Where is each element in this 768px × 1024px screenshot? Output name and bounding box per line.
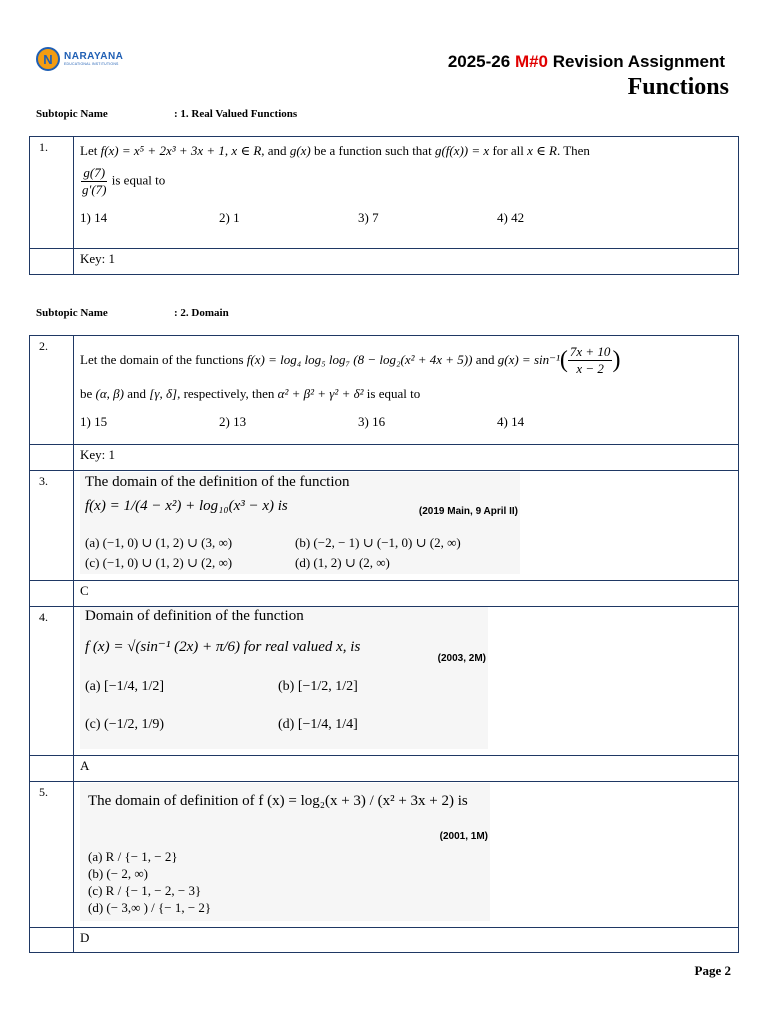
q1-fx: f(x) = x⁵ + 2x³ + 3x + 1, x ∈ R [100, 143, 262, 158]
q2-options [80, 414, 732, 430]
answer-key: Key: 1 [74, 249, 739, 275]
q4-tag: (2003, 2M) [437, 653, 486, 664]
subtopic-label: Subtopic Name [36, 108, 108, 120]
q5-option: (d) (− 3,∞ ) / {− 1, − 2} [88, 900, 212, 915]
page-number: Page 2 [694, 963, 731, 978]
q1-end: . Then [556, 143, 590, 158]
question-table-1 [29, 136, 739, 275]
question-body [74, 137, 739, 249]
q4-fx: f (x) = √(sin⁻¹ (2x) + π/6) for real valued x, is [85, 639, 361, 655]
option: 2) 13 [219, 414, 247, 429]
key-number-cell [30, 445, 74, 471]
q3-fx: f(x) = 1/(4 − x²) + log₁₀(x³ − x) is [85, 498, 288, 514]
assignment-code: M#0 [514, 52, 549, 71]
q2-gd: [γ, δ] [149, 386, 178, 401]
q1-frac-den: g′(7) [82, 182, 107, 197]
q5-line1: The domain of definition of f (x) = log₂(x + 3) / (x² + 3x + 2) is [88, 793, 468, 809]
q3-line1: The domain of the definition of the function [85, 474, 350, 490]
q1-options [80, 210, 732, 226]
key-number-cell [30, 249, 74, 275]
q2-expr: α² + β² + γ² + δ² [277, 386, 364, 401]
q5-option: (c) R / {− 1, − 2, − 3} [88, 883, 202, 898]
q2-frac-num: 7x + 10 [569, 343, 611, 359]
answer-key: A [74, 756, 739, 782]
q3-tag: (2019 Main, 9 April II) [418, 506, 518, 517]
question-number: 2. [30, 336, 74, 445]
q4-option: (b) [−1/2, 1/2] [278, 679, 358, 694]
q2-frac-den: x − 2 [576, 360, 604, 376]
q2-and2: and [127, 386, 147, 401]
q2-ab: (α, β) [95, 386, 124, 401]
q1-xr: x ∈ R [527, 143, 557, 158]
q2-line2c: is equal to [366, 386, 421, 401]
subject-title: Functions [627, 74, 729, 100]
q1-mid2: be a function such that [314, 143, 432, 158]
question-number: 5. [30, 782, 74, 928]
q3-option: (d) (1, 2) ∪ (2, ∞) [295, 555, 390, 570]
logo-icon: N [36, 47, 60, 71]
question-number: 1. [30, 137, 74, 249]
q3-option: (c) (−1, 0) ∪ (1, 2) ∪ (2, ∞) [85, 555, 233, 570]
answer-key: Key: 1 [74, 445, 739, 471]
question-number: 4. [30, 607, 74, 756]
q2-fx: f(x) = log₄ log₅ log₇ (8 − log₂(x² + 4x + 5)) [246, 352, 473, 367]
option: 1) 14 [80, 210, 108, 225]
q1-fraction [80, 165, 109, 198]
key-number-cell [30, 756, 74, 782]
q2-line2b: , respectively, then [177, 386, 275, 401]
assignment-title [448, 52, 725, 72]
q5-option: (b) (− 2, ∞) [88, 866, 148, 881]
q4-option: (a) [−1/4, 1/2] [85, 679, 165, 694]
q2-fraction [568, 344, 613, 377]
subtopic-heading-2 [36, 307, 229, 319]
q1-gx: g(x) [289, 143, 311, 158]
narayana-logo [36, 47, 123, 71]
q5-option: (a) R / {− 1, − 2} [88, 849, 178, 864]
option: 1) 15 [80, 414, 108, 429]
option: 4) 42 [497, 210, 525, 225]
q3-scanned-image [80, 472, 520, 574]
assignment-title-text: Revision Assignment [552, 52, 725, 71]
q4-scanned-image [80, 607, 488, 749]
subtopic-value: : 1. Real Valued Functions [174, 108, 298, 120]
q1-tail: is equal to [111, 172, 166, 188]
q4-line1: Domain of definition of the function [85, 608, 304, 624]
option: 3) 16 [358, 414, 386, 429]
question-number: 3. [30, 471, 74, 581]
q1-intro: Let [80, 143, 98, 158]
q5-scanned-image [80, 783, 490, 921]
logo-name: NARAYANA [64, 51, 124, 62]
subtopic-heading-1 [36, 108, 297, 120]
answer-key: D [74, 928, 739, 953]
q3-option: (a) (−1, 0) ∪ (1, 2) ∪ (3, ∞) [85, 535, 233, 550]
assignment-year: 2025-26 [447, 52, 511, 71]
key-number-cell [30, 928, 74, 953]
q2-line2a: be [80, 386, 93, 401]
subtopic-label: Subtopic Name [36, 307, 108, 319]
q4-option: (d) [−1/4, 1/4] [278, 717, 358, 732]
key-number-cell [30, 581, 74, 607]
q1-mid1: , and [261, 143, 287, 158]
logo-subtitle: EDUCATIONAL INSTITUTIONS [64, 62, 119, 66]
option: 4) 14 [497, 414, 525, 429]
q2-gx: g(x) = sin⁻¹ [497, 352, 560, 367]
subtopic-value: : 2. Domain [174, 307, 229, 319]
q4-option: (c) (−1/2, 1/9) [85, 717, 165, 732]
answer-key: C [74, 581, 739, 607]
q3-option: (b) (−2, − 1) ∪ (−1, 0) ∪ (2, ∞) [295, 535, 461, 550]
q1-mid3: for all [492, 143, 524, 158]
option: 2) 1 [219, 210, 240, 225]
question-body: Let the domain of the functions f(x) = log₄ log₅ log₇ (8 − log₂(x² + 4x + 5)) and g(x) = sin⁻¹ ( $\frac{7x + 10}{x - 2}$ ) be (α, β) and [γ, δ], respectively, then α² + β² + γ² + δ² is equal to 1) 15 2) 13 3) 16 4) 14 [74, 336, 739, 445]
q2-and: and [475, 352, 495, 367]
q1-cond: g(f(x)) = x [434, 143, 490, 158]
q1-frac-num: g(7) [83, 165, 106, 180]
q5-tag: (2001, 1M) [439, 831, 488, 842]
q2-intro: Let the domain of the functions [80, 352, 244, 367]
option: 3) 7 [358, 210, 379, 225]
